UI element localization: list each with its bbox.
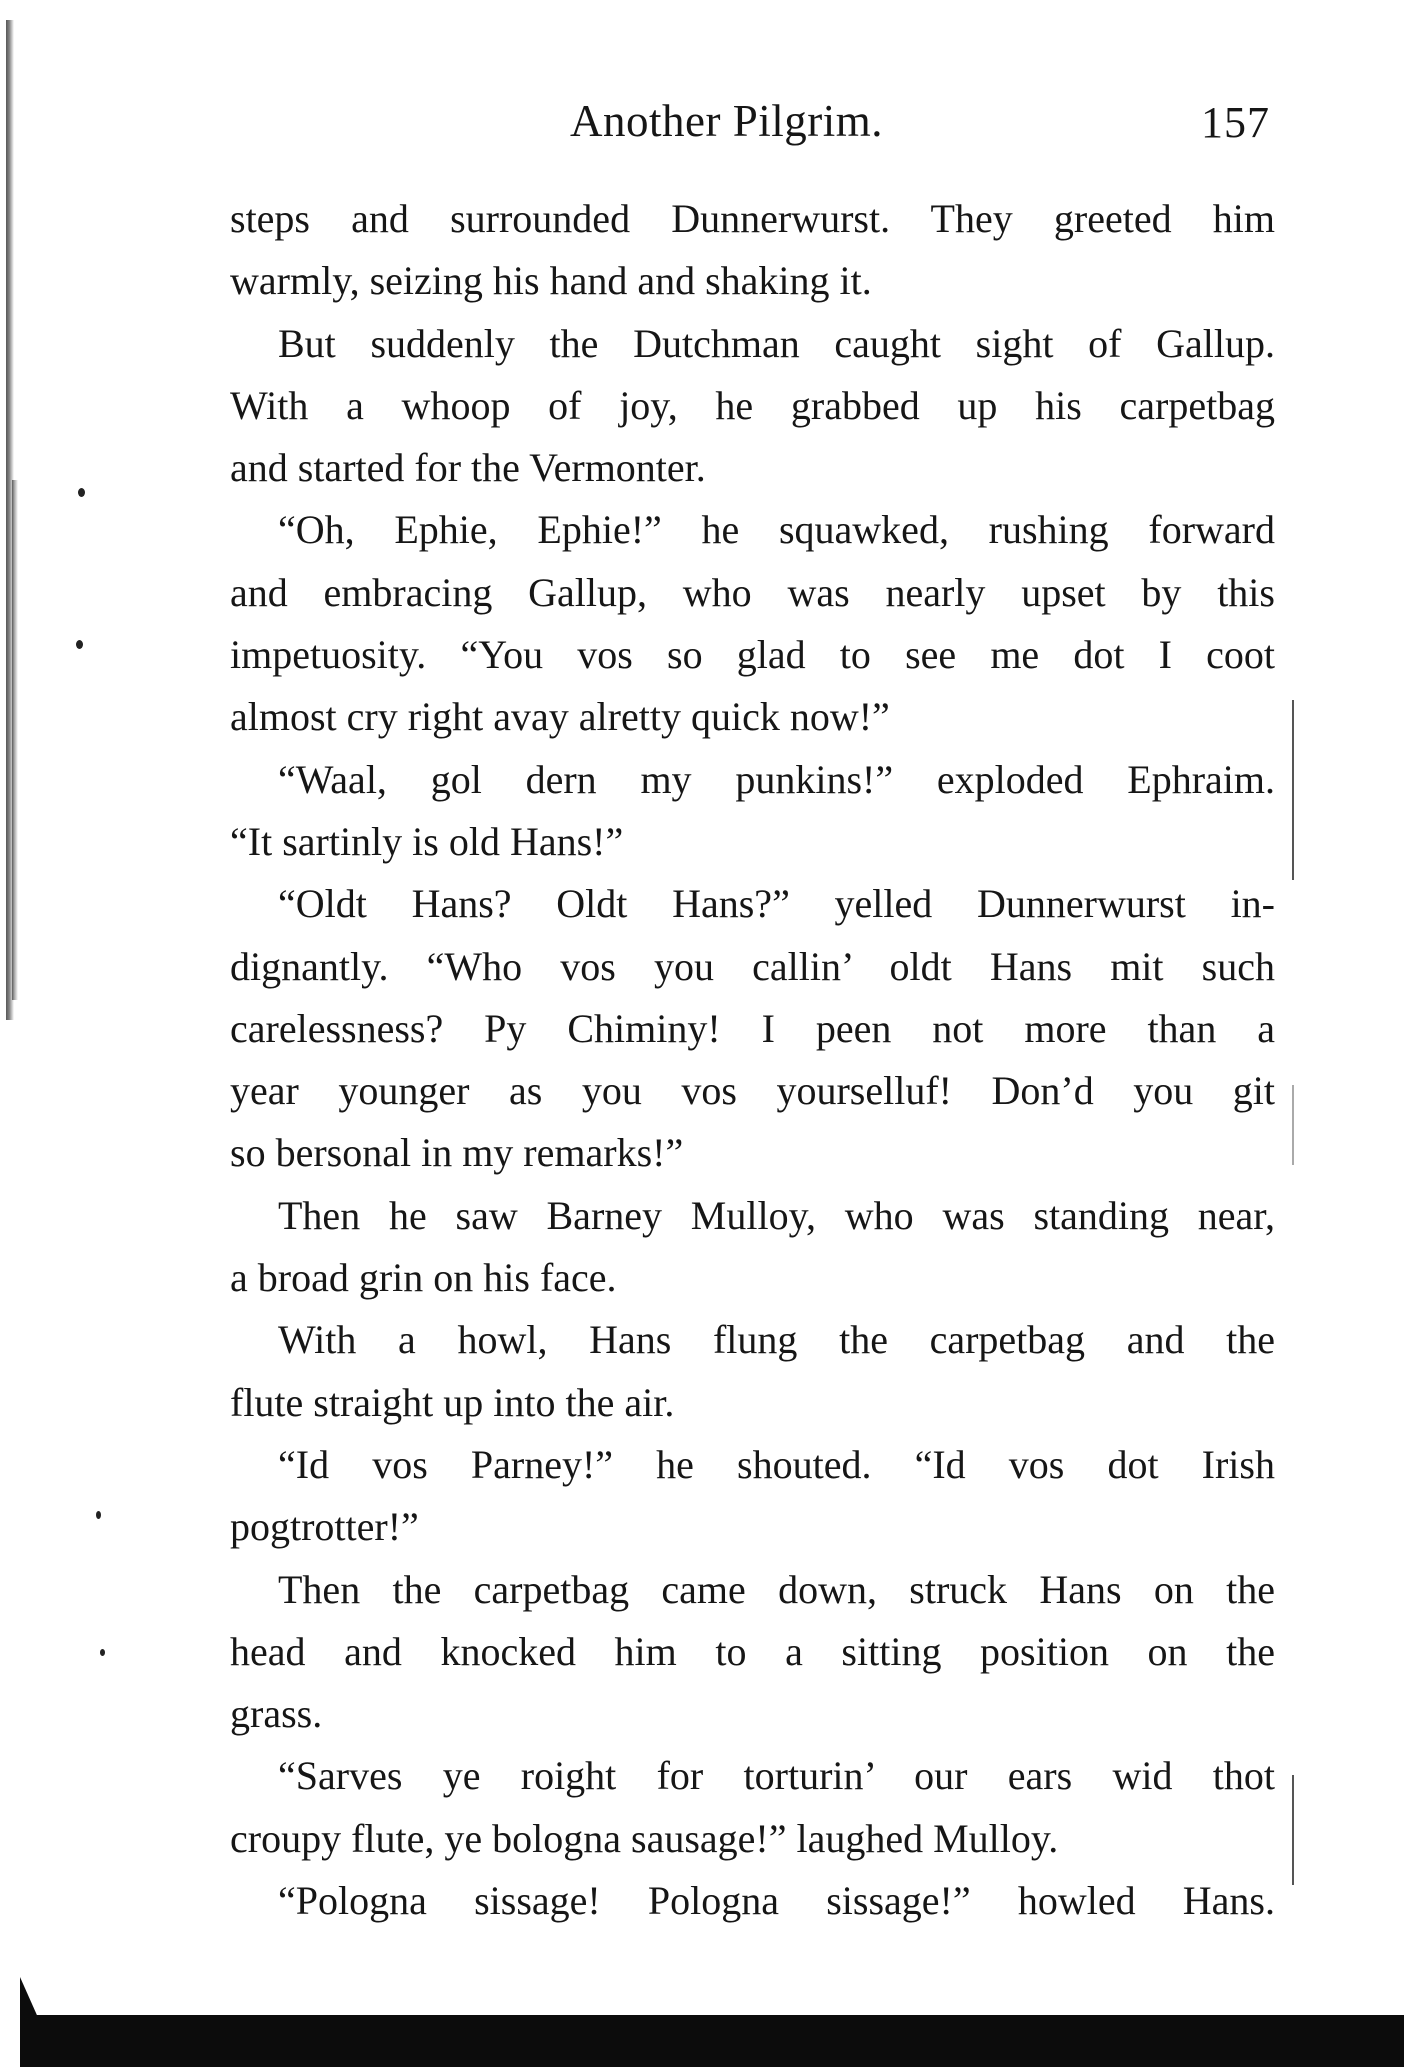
text-line: grass.	[230, 1691, 323, 1737]
scan-margin-mark	[1292, 1775, 1294, 1885]
scan-speck	[76, 640, 83, 649]
text-line: almost cry right avay alretty quick now!”	[230, 694, 890, 740]
text-line: “Oh, Ephie, Ephie!” he squawked, rushing forward	[278, 507, 1275, 553]
text-line: “Oldt Hans? Oldt Hans?” yelled Dunnerwurst in-	[278, 881, 1275, 927]
text-line: “Sarves ye roight for torturin’ our ears wid thot	[278, 1753, 1275, 1799]
text-line: flute straight up into the air.	[230, 1379, 675, 1425]
text-line: “Pologna sissage! Pologna sissage!” howled Hans.	[278, 1878, 1275, 1924]
text-line: Then he saw Barney Mulloy, who was standing near,	[278, 1192, 1275, 1238]
text-line: carelessness? Py Chiminy! I peen not more than a	[230, 1005, 1275, 1051]
page-number: 157	[1201, 98, 1270, 147]
text-line: But suddenly the Dutchman caught sight of Gallup.	[278, 320, 1275, 366]
scan-margin-mark	[1292, 700, 1294, 880]
text-line: warmly, seizing his hand and shaking it.	[230, 258, 872, 304]
scan-speck	[96, 1511, 101, 1519]
text-line: “Waal, gol dern my punkins!” exploded Ephraim.	[278, 756, 1275, 802]
scan-bottom-edge	[20, 2015, 1404, 2067]
running-title: Another Pilgrim.	[570, 96, 883, 146]
text-line: “It sartinly is old Hans!”	[230, 818, 624, 864]
text-line: and embracing Gallup, who was nearly upset by this	[230, 569, 1275, 615]
scan-gutter-shadow	[12, 480, 18, 1000]
scan-speck	[100, 1649, 105, 1656]
text-line: and started for the Vermonter.	[230, 445, 706, 491]
text-line: steps and surrounded Dunnerwurst. They greeted him	[230, 196, 1275, 241]
text-line: With a whoop of joy, he grabbed up his carpetbag	[230, 382, 1275, 428]
text-line: impetuosity. “You vos so glad to see me dot I coot	[230, 632, 1275, 678]
text-line: Then the carpetbag came down, struck Hans on the	[278, 1566, 1275, 1612]
body-text	[230, 188, 1275, 1932]
text-line: dignantly. “Who vos you callin’ oldt Hans mit such	[230, 943, 1275, 989]
running-header	[230, 95, 1290, 155]
text-line: head and knocked him to a sitting position on the	[230, 1628, 1275, 1674]
text-line: a broad grin on his face.	[230, 1255, 617, 1301]
text-line: croupy flute, ye bologna sausage!” laughed Mulloy.	[230, 1815, 1059, 1861]
text-line: “Id vos Parney!” he shouted. “Id vos dot Irish	[278, 1441, 1275, 1487]
text-line: With a howl, Hans flung the carpetbag and the	[278, 1317, 1275, 1363]
scan-speck	[78, 488, 85, 497]
scan-margin-mark	[1292, 1085, 1294, 1165]
text-line: so bersonal in my remarks!”	[230, 1130, 684, 1176]
text-line: pogtrotter!”	[230, 1504, 419, 1550]
text-line: year younger as you vos yourselluf! Don’d you git	[230, 1068, 1275, 1114]
